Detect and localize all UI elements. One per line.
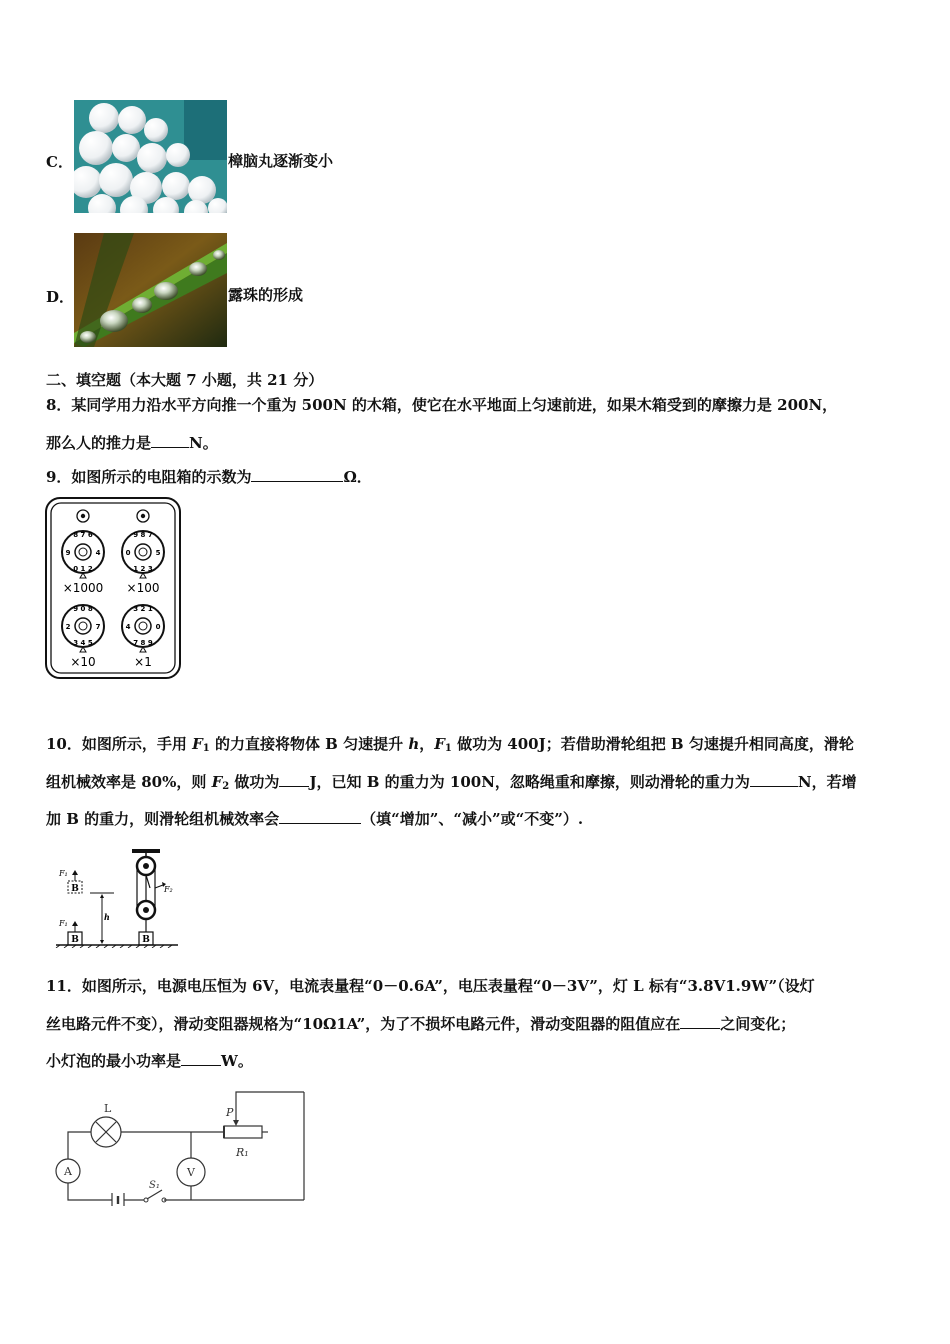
raised-block-label: B (71, 884, 79, 894)
dial-x10 (62, 605, 104, 652)
q11-line3 (46, 1050, 253, 1071)
q10-text: 做功为 (229, 773, 280, 791)
q11-line2 (46, 1013, 795, 1034)
q11-text: 丝电路元件不变），滑动变阻器规格为“10Ω1A”，为了不损坏电路元件，滑动变阻器的阻值应在 (46, 1015, 681, 1033)
q10-line3 (46, 808, 583, 829)
q10-text: 组机械效率是 80%，则 (46, 773, 212, 791)
dial-x1000 (62, 531, 104, 578)
option-c-letter: C． (46, 153, 73, 171)
dial-x10-label: ×10 (70, 655, 96, 669)
svg-text:8 7 6: 8 7 6 (73, 531, 93, 539)
dial-x1000-label: ×1000 (62, 581, 104, 595)
svg-text:2: 2 (65, 623, 71, 631)
lamp-icon (91, 1117, 121, 1147)
f1-top-label: F₁ (59, 869, 68, 878)
q9-answer-blank[interactable] (251, 466, 343, 482)
q9-pre: 9．如图所示的电阻箱的示数为 (46, 468, 252, 486)
svg-text:4: 4 (95, 549, 101, 557)
q10-line1 (46, 734, 854, 759)
svg-text:0 1 2: 0 1 2 (73, 565, 93, 573)
switch-label: S₁ (149, 1180, 160, 1191)
pulley-block-label: B (142, 935, 150, 945)
svg-text:1 2 3: 1 2 3 (133, 565, 153, 573)
svg-text:9 0 8: 9 0 8 (73, 605, 93, 613)
svg-text:9 8 7: 9 8 7 (133, 531, 153, 539)
q10-var-F: F (192, 735, 203, 753)
q11-blank-power[interactable] (181, 1050, 221, 1066)
svg-text:9: 9 (65, 549, 71, 557)
dial-x100-label: ×100 (126, 581, 160, 595)
q10-blank-efficiency[interactable] (279, 808, 361, 824)
q11-text: W。 (221, 1052, 253, 1070)
q11-text: 之间变化； (720, 1015, 796, 1033)
dial-x1 (122, 605, 164, 652)
q11-blank-range[interactable] (680, 1013, 720, 1029)
q11-text: 小灯泡的最小功率是 (46, 1052, 182, 1070)
q10-var-h: h (408, 735, 420, 753)
q10-blank-work[interactable] (279, 771, 309, 787)
q10-text: ， (419, 735, 435, 753)
ground-block-label: B (71, 935, 79, 945)
resistance-box-figure (44, 496, 182, 680)
q10-text: N，若增 (797, 773, 857, 791)
q10-text: J，已知 B 的重力为 100N，忽略绳重和摩擦，则动滑轮的重力为 (309, 773, 750, 791)
q10-sub: 1 (202, 743, 210, 754)
rheostat-label: R₁ (236, 1146, 249, 1159)
option-c-text: 樟脑丸逐渐变小 (228, 152, 334, 170)
circuit-figure (46, 1090, 308, 1206)
q8-line2-post: N。 (189, 434, 218, 452)
q8-line1: 8．某同学用力沿水平方向推一个重为 500N 的木箱，使它在水平地面上匀速前进，如果木箱受到的摩擦力是 200N， (46, 396, 838, 414)
svg-text:0: 0 (155, 623, 161, 631)
height-label: h (104, 912, 110, 922)
ammeter-label: A (64, 1165, 72, 1178)
terminal-right-icon (137, 510, 149, 522)
svg-text:4: 4 (125, 623, 131, 631)
f1-bottom-label: F₁ (59, 919, 68, 928)
svg-text:5: 5 (155, 549, 161, 557)
option-d-letter: D． (46, 288, 75, 306)
rheostat-icon (224, 1126, 262, 1138)
q9-post: Ω． (343, 468, 372, 486)
q10-text: 做功为 400J；若借助滑轮组把 B 匀速提升相同高度，滑轮 (451, 735, 854, 753)
q10-sub: 1 (444, 743, 452, 754)
lamp-label: L (104, 1102, 112, 1115)
q10-sub: 2 (222, 781, 230, 792)
q10-blank-pulley-weight[interactable] (750, 771, 798, 787)
dial-x100 (122, 531, 164, 578)
svg-text:0: 0 (125, 549, 131, 557)
pulley-figure (54, 848, 180, 948)
q10-text: 加 B 的重力，则滑轮组机械效率会 (46, 810, 280, 828)
battery-icon (112, 1193, 124, 1206)
option-d-text: 露珠的形成 (228, 286, 304, 304)
dial-x1-label: ×1 (134, 655, 152, 669)
terminal-left-icon (77, 510, 89, 522)
q10-text: 的力直接将物体 B 匀速提升 (209, 735, 409, 753)
q9-line (46, 466, 372, 487)
q10-line2 (46, 771, 857, 797)
camphor-balls-image (74, 100, 227, 213)
section-title: 二、填空题（本大题 7 小题，共 21 分） (46, 371, 324, 389)
slider-label: P (226, 1106, 234, 1119)
svg-text:3 4 5: 3 4 5 (73, 639, 93, 647)
q10-text: （填“增加”、“减小”或“不变”）. (361, 810, 584, 828)
switch-icon (144, 1190, 166, 1202)
svg-text:7 8 9: 7 8 9 (133, 639, 153, 647)
q10-text: 10．如图所示，手用 (46, 735, 193, 753)
q11-line1: 11．如图所示，电源电压恒为 6V，电流表量程“0－0.6A”，电压表量程“0－3V”，灯 L 标有“3.8V1.9W”（设灯 (46, 977, 815, 995)
f2-label: F₂ (164, 885, 173, 894)
q8-line2 (46, 432, 218, 453)
voltmeter-label: V (187, 1166, 195, 1179)
dewdrops-image (74, 233, 227, 347)
svg-text:3 2 1: 3 2 1 (133, 605, 153, 613)
q8-line2-pre: 那么人的推力是 (46, 434, 152, 452)
q8-answer-blank[interactable] (151, 432, 189, 448)
svg-text:7: 7 (95, 623, 101, 631)
q10-var-F: F (211, 773, 223, 791)
q10-var-F: F (434, 735, 445, 753)
